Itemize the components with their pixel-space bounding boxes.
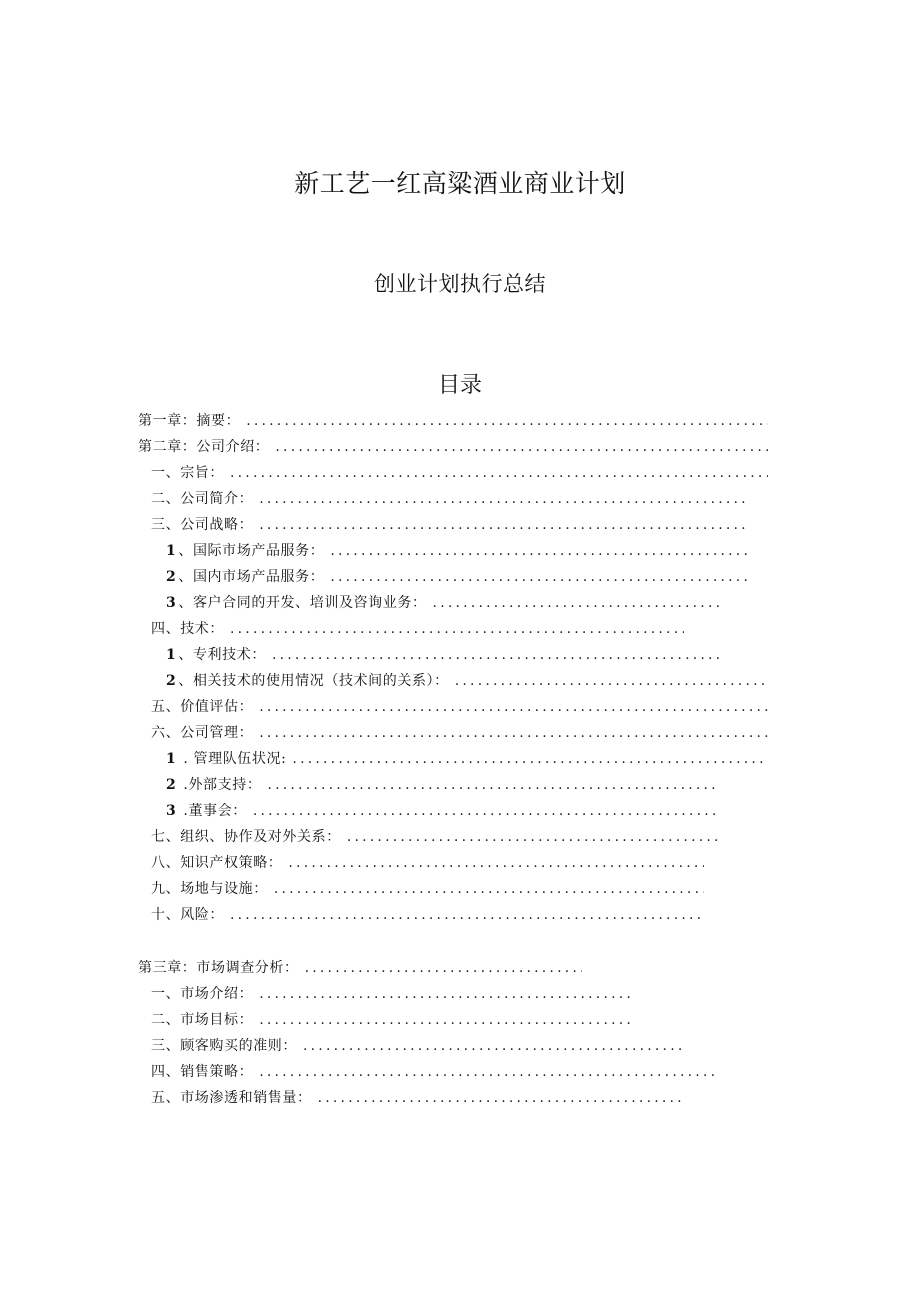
toc-entry-subsection[interactable] (166, 644, 719, 666)
toc-entry-number: 1 (166, 543, 177, 559)
toc-entry-subsection[interactable] (166, 566, 750, 588)
toc-entry-label: . 管理队伍状况: (178, 751, 287, 767)
toc-entry-section[interactable] (151, 1061, 719, 1083)
toc-entry-label: 、国际市场产品服务： (178, 543, 325, 559)
toc-entry-label: 二、市场目标： (151, 1012, 254, 1028)
document-subtitle: 创业计划执行总结 (374, 272, 546, 296)
toc-leader-dots (274, 878, 704, 900)
toc-leader-dots (347, 826, 719, 848)
toc-entry-label: 四、技术： (151, 621, 224, 637)
toc-entry-chapter-3[interactable] (138, 957, 582, 979)
toc-entry-label: 八、知识产权策略： (151, 855, 283, 871)
toc-leader-dots (292, 748, 768, 770)
document-title: 新工艺一红高粱酒业商业计划 (294, 169, 626, 198)
toc-leader-dots (259, 514, 750, 536)
toc-entry-label: 三、顾客购买的准则： (151, 1038, 297, 1054)
toc-entry-section[interactable] (151, 488, 750, 510)
toc-leader-dots (303, 1035, 684, 1057)
toc-leader-dots (259, 1009, 634, 1031)
toc-entry-label: 第一章：摘要： (138, 413, 241, 429)
toc-entry-section[interactable] (151, 904, 704, 926)
toc-entry-label: 一、宗旨： (151, 465, 224, 481)
toc-entry-label: 五、价值评估： (151, 699, 254, 715)
toc-leader-dots (259, 1061, 719, 1083)
toc-entry-section[interactable] (151, 514, 750, 536)
toc-leader-dots (230, 618, 684, 640)
toc-entry-section[interactable] (151, 1035, 684, 1057)
toc-leader-dots (267, 774, 719, 796)
toc-entry-label: 七、组织、协作及对外关系： (151, 829, 341, 845)
toc-entry-label: 九、场地与设施： (151, 881, 268, 897)
toc-entry-chapter-2[interactable] (138, 436, 768, 458)
toc-leader-dots (288, 852, 704, 874)
toc-entry-label: 四、销售策略： (151, 1064, 254, 1080)
toc-entry-number: 3 (166, 803, 177, 819)
toc-entry-label: 第三章：市场调查分析： (138, 960, 299, 976)
toc-leader-dots (259, 983, 634, 1005)
toc-entry-label: 第二章：公司介绍： (138, 439, 270, 455)
toc-entry-section[interactable] (151, 983, 634, 1005)
toc-leader-dots (272, 644, 719, 666)
toc-entry-section[interactable] (151, 618, 684, 640)
toc-leader-dots (230, 904, 704, 926)
toc-leader-dots (318, 1087, 684, 1109)
toc-entry-label: 六、公司管理： (151, 725, 254, 741)
toc-entry-number: 1 (166, 751, 177, 767)
toc-entry-number: 2 (166, 569, 177, 585)
toc-leader-dots (253, 800, 719, 822)
toc-leader-dots (433, 592, 719, 614)
toc-entry-subsection[interactable] (166, 592, 719, 614)
toc-entry-label: 、相关技术的使用情况（技术间的关系）： (178, 673, 449, 689)
toc-leader-dots (230, 462, 768, 484)
toc-entry-label: 、客户合同的开发、培训及咨询业务： (178, 595, 427, 611)
toc-entry-number: 2 (166, 777, 177, 793)
toc-entry-label: 五、市场渗透和销售量： (151, 1090, 312, 1106)
toc-entry-subsection[interactable] (166, 670, 768, 692)
toc-entry-section[interactable] (151, 826, 719, 848)
toc-leader-dots (330, 566, 750, 588)
toc-entry-section[interactable] (151, 722, 768, 744)
toc-leader-dots (259, 696, 768, 718)
toc-leader-dots (275, 436, 768, 458)
toc-leader-dots (455, 670, 768, 692)
toc-entry-section[interactable] (151, 852, 704, 874)
toc-entry-label: .外部支持： (178, 777, 262, 793)
toc-entry-label: 一、市场介绍： (151, 986, 254, 1002)
toc-entry-label: 十、风险： (151, 907, 224, 923)
toc-leader-dots (305, 957, 582, 979)
toc-entry-section[interactable] (151, 878, 704, 900)
toc-entry-number: 1 (166, 647, 177, 663)
toc-entry-section[interactable] (151, 1009, 634, 1031)
toc-entry-section[interactable] (151, 1087, 684, 1109)
toc-leader-dots (259, 722, 768, 744)
toc-entry-label: 、专利技术： (178, 647, 266, 663)
toc-entry-label: 三、公司战略： (151, 517, 254, 533)
toc-entry-label: .董事会： (178, 803, 247, 819)
toc-entry-label: 、国内市场产品服务： (178, 569, 325, 585)
toc-entry-label: 二、公司简介： (151, 491, 254, 507)
toc-entry-section[interactable] (151, 696, 768, 718)
toc-heading: 目录 (437, 373, 482, 398)
toc-entry-subsection[interactable] (166, 774, 719, 796)
toc-entry-subsection[interactable] (166, 800, 719, 822)
toc-entry-number: 2 (166, 673, 177, 689)
toc-entry-chapter-1[interactable] (138, 410, 768, 432)
toc-entry-subsection[interactable] (166, 748, 768, 770)
toc-entry-subsection[interactable] (166, 540, 750, 562)
toc-entry-number: 3 (166, 595, 177, 611)
toc-leader-dots (330, 540, 750, 562)
toc-leader-dots (259, 488, 750, 510)
toc-entry-section[interactable] (151, 462, 768, 484)
toc-leader-dots (246, 410, 768, 432)
